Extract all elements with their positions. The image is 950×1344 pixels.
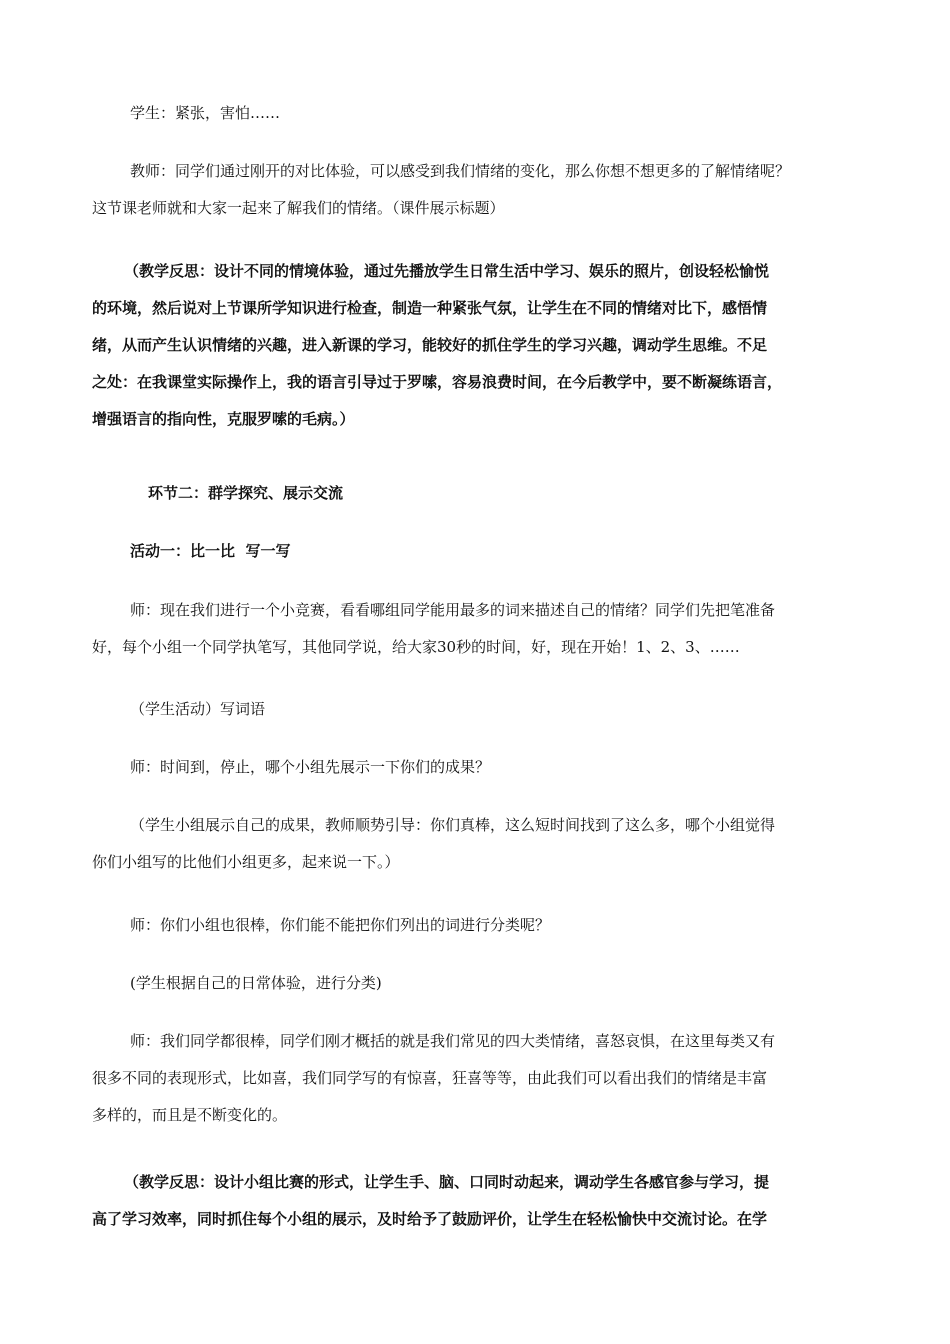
text-line: 师：我们同学都很棒，同学们刚才概括的就是我们常见的四大类情绪，喜怒哀惧，在这里每类又有	[130, 1032, 776, 1050]
paragraph-student-classify	[130, 965, 382, 1002]
text-line: 师：现在我们进行一个小竞赛，看看哪组同学能用最多的词来描述自己的情绪？同学们先把笔准备	[130, 601, 776, 619]
paragraph-student-activity	[130, 691, 265, 728]
text-line: 师：时间到，停止，哪个小组先展示一下你们的成果？	[130, 758, 491, 776]
text-line: 环节二：群学探究、展示交流	[148, 484, 344, 502]
paragraph-reflection-1	[92, 253, 872, 438]
paragraph-teacher-contest	[92, 592, 872, 666]
text-line: 增强语言的指向性，克服罗嗦的毛病。）	[92, 410, 355, 428]
text-line: 好，每个小组一个同学执笔写，其他同学说，给大家30秒的时间，好，现在开始！1、2、3、……	[92, 638, 740, 656]
text-line: （教学反思：设计不同的情境体验，通过先播放学生日常生活中学习、娱乐的照片，创设轻松愉悦	[124, 262, 770, 280]
paragraph-group-showcase	[92, 807, 872, 881]
text-line: 师：你们小组也很棒，你们能不能把你们列出的词进行分类呢？	[130, 916, 551, 934]
text-line: 活动一：比一比 写一写	[130, 542, 291, 560]
text-line: 这节课老师就和大家一起来了解我们的情绪。（课件展示标题）	[92, 199, 505, 217]
paragraph-reflection-2	[92, 1164, 872, 1238]
text-line: （教学反思：设计小组比赛的形式，让学生手、脑、口同时动起来，调动学生各感官参与学习，提	[124, 1173, 770, 1191]
text-line: (学生根据自己的日常体验，进行分类)	[130, 974, 382, 992]
text-line: 教师：同学们通过刚开的对比体验，可以感受到我们情绪的变化，那么你想不想更多的了解情绪呢？	[130, 162, 791, 180]
text-line: 多样的，而且是不断变化的。	[92, 1106, 288, 1124]
paragraph-teacher-classify	[130, 907, 550, 944]
text-line: 绪，从而产生认识情绪的兴趣，进入新课的学习，能较好的抓住学生的学习兴趣，调动学生思维。不足	[92, 336, 768, 354]
text-line: 的环境，然后说对上节课所学知识进行检查，制造一种紧张气氛，让学生在不同的情绪对比下，感悟情	[92, 299, 768, 317]
section-heading	[148, 475, 343, 512]
text-line: （学生小组展示自己的成果，教师顺势引导：你们真棒，这么短时间找到了这么多，哪个小组觉得	[130, 816, 776, 834]
paragraph-student-reply	[130, 95, 280, 132]
text-line: 很多不同的表现形式，比如喜，我们同学写的有惊喜，狂喜等等，由此我们可以看出我们的情绪是丰富	[92, 1069, 768, 1087]
text-line: 之处：在我课堂实际操作上，我的语言引导过于罗嗦，容易浪费时间，在今后教学中，要不断凝练语言，	[92, 373, 783, 391]
activity-heading	[130, 533, 290, 570]
paragraph-teacher-intro	[92, 153, 872, 227]
paragraph-teacher-time-up	[130, 749, 490, 786]
text-line: （学生活动）写词语	[130, 700, 266, 718]
paragraph-teacher-summary	[92, 1023, 872, 1134]
text-line: 你们小组写的比他们小组更多，起来说一下。）	[92, 853, 400, 871]
text-line: 高了学习效率，同时抓住每个小组的展示，及时给予了鼓励评价，让学生在轻松愉快中交流讨论。在学	[92, 1210, 768, 1228]
text-line: 学生：紧张，害怕……	[130, 104, 281, 122]
